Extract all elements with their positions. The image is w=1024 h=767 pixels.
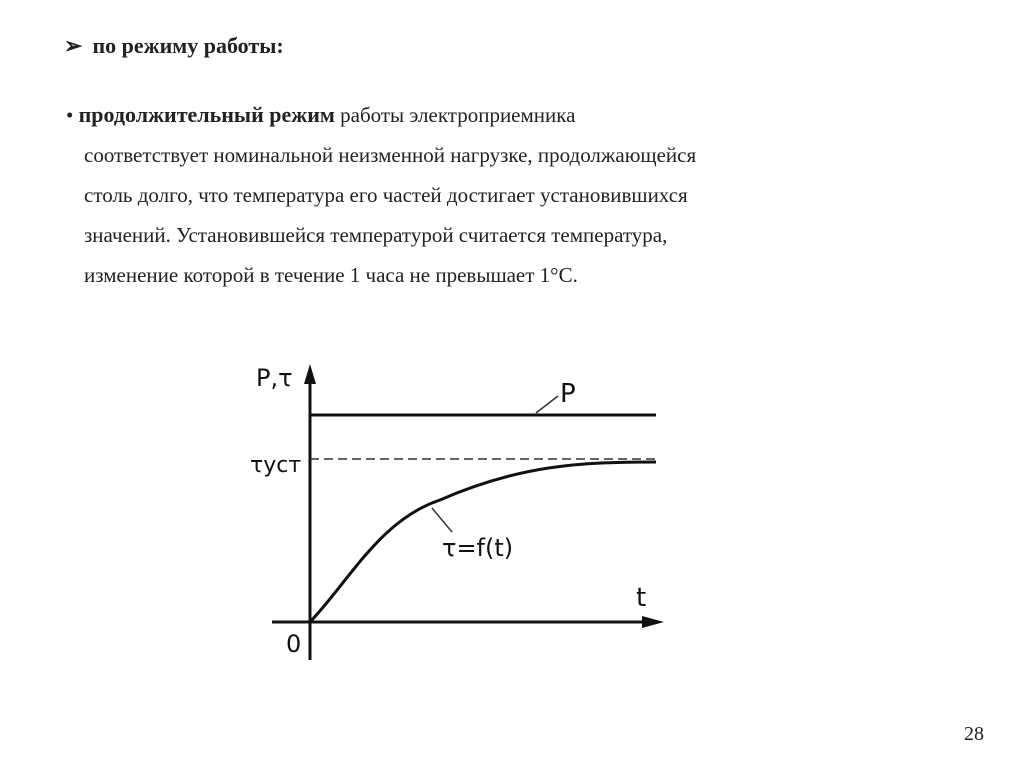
paragraph-line: соответствует номинальной неизменной нагрузке, продолжающейся [84,143,697,167]
paragraph-line: столь долго, что температура его частей достигает установившихся [84,183,688,207]
term-bold: продолжительный режим [78,102,335,127]
heading-text: по режиму работы: [92,33,284,58]
curve-leader [432,508,452,532]
paragraph-text: работы электроприемника [334,103,576,127]
paragraph-line: значений. Установившейся температурой считается температура, [84,223,668,247]
x-axis-arrow-icon [642,616,664,628]
x-axis-label: t [636,583,647,613]
y-axis-arrow-icon [304,364,316,384]
page-number: 28 [964,723,984,745]
steady-label: τуст [250,453,302,478]
curve-label: τ=f(t) [442,534,514,562]
p-label: P [560,379,576,409]
arrow-bullet-icon: ➢ [64,33,83,58]
p-leader [536,396,558,413]
paragraph-line: изменение которой в течение 1 часа не превышает 1°С. [84,263,578,287]
y-axis-label: P,τ [256,364,293,392]
paragraph-line: • продолжительный режим работы электроприемника [66,102,576,127]
origin-label: 0 [286,630,302,658]
